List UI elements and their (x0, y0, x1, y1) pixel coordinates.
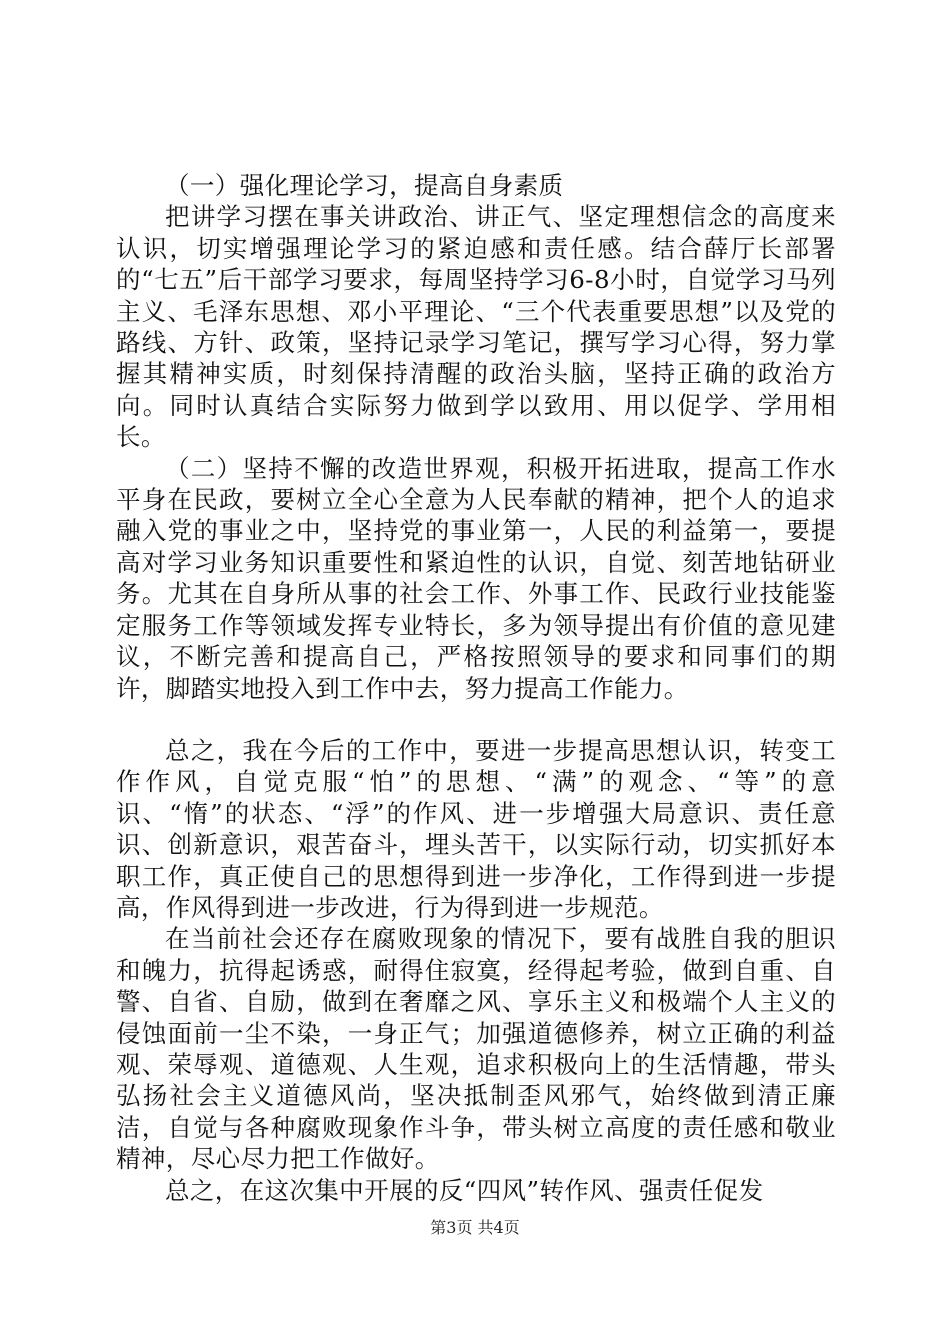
page-number-footer: 第3页 共4页 (430, 1218, 520, 1237)
section-heading-1: （一）强化理论学习，提高自身素质 (165, 171, 564, 200)
paragraph-anti-corruption: 在当前社会还存在腐败现象的情况下，要有战胜自我的胆识和魄力，抗得起诱惑，耐得住寂寞，经得起考验，做到自重、自警、自省、自励，做到在奢靡之风、享乐主义和极端个人主义的侵蚀面前一尘不染，一身正气；加强道德修养，树立正确的利益观、荣辱观、道德观、人生观，追求积极向上的生活情趣，带头弘扬社会主义道德风尚，坚决抵制歪风邪气，始终做到清正廉洁，自觉与各种腐败现象作斗争，带头树立高度的责任感和敬业精神，尽心尽力把工作做好。 (116, 924, 836, 1174)
paragraph-worldview: （二）坚持不懈的改造世界观，积极开拓进取，提高工作水平身在民政，要树立全心全意为人民奉献的精神，把个人的追求融入党的事业之中，坚持党的事业第一，人民的利益第一，要提高对学习业务知识重要性和紧迫性的认识，自觉、刻苦地钻研业务。尤其在自身所从事的社会工作、外事工作、民政行业技能鉴定服务工作等领域发挥专业特长，多为领导提出有价值的意见建议，不断完善和提高自己，严格按照领导的要求和同事们的期许，脚踏实地投入到工作中去，努力提高工作能力。 (116, 453, 836, 703)
paragraph-theory-study: 把讲学习摆在事关讲政治、讲正气、坚定理想信念的高度来认识，切实增强理论学习的紧迫感和责任感。结合薛厅长部署的“七五”后干部学习要求，每周坚持学习6-8小时，自觉学习马列主义、毛泽东思想、邓小平理论、“三个代表重要思想”以及党的路线、方针、政策，坚持记录学习笔记，撰写学习心得，努力掌握其精神实质，时刻保持清醒的政治头脑，坚持正确的政治方向。同时认真结合实际努力做到学以致用、用以促学、学用相长。 (116, 202, 836, 452)
paragraph-conclusion: 总之，在这次集中开展的反“四风”转作风、强责任促发 (165, 1175, 764, 1205)
document-body (116, 170, 836, 1206)
paragraph-summary: 总之，我在今后的工作中，要进一步提高思想认识，转变工作作风，自觉克服“怕”的思想、“满”的观念、“等”的意识、“惰”的状态、“浮”的作风、进一步增强大局意识、责任意识、创新意识，艰苦奋斗，埋头苦干，以实际行动，切实抓好本职工作，真正使自己的思想得到进一步净化，工作得到进一步提高，作风得到进一步改进，行为得到进一步规范。 (116, 735, 836, 922)
paragraph-spacer (116, 704, 836, 735)
